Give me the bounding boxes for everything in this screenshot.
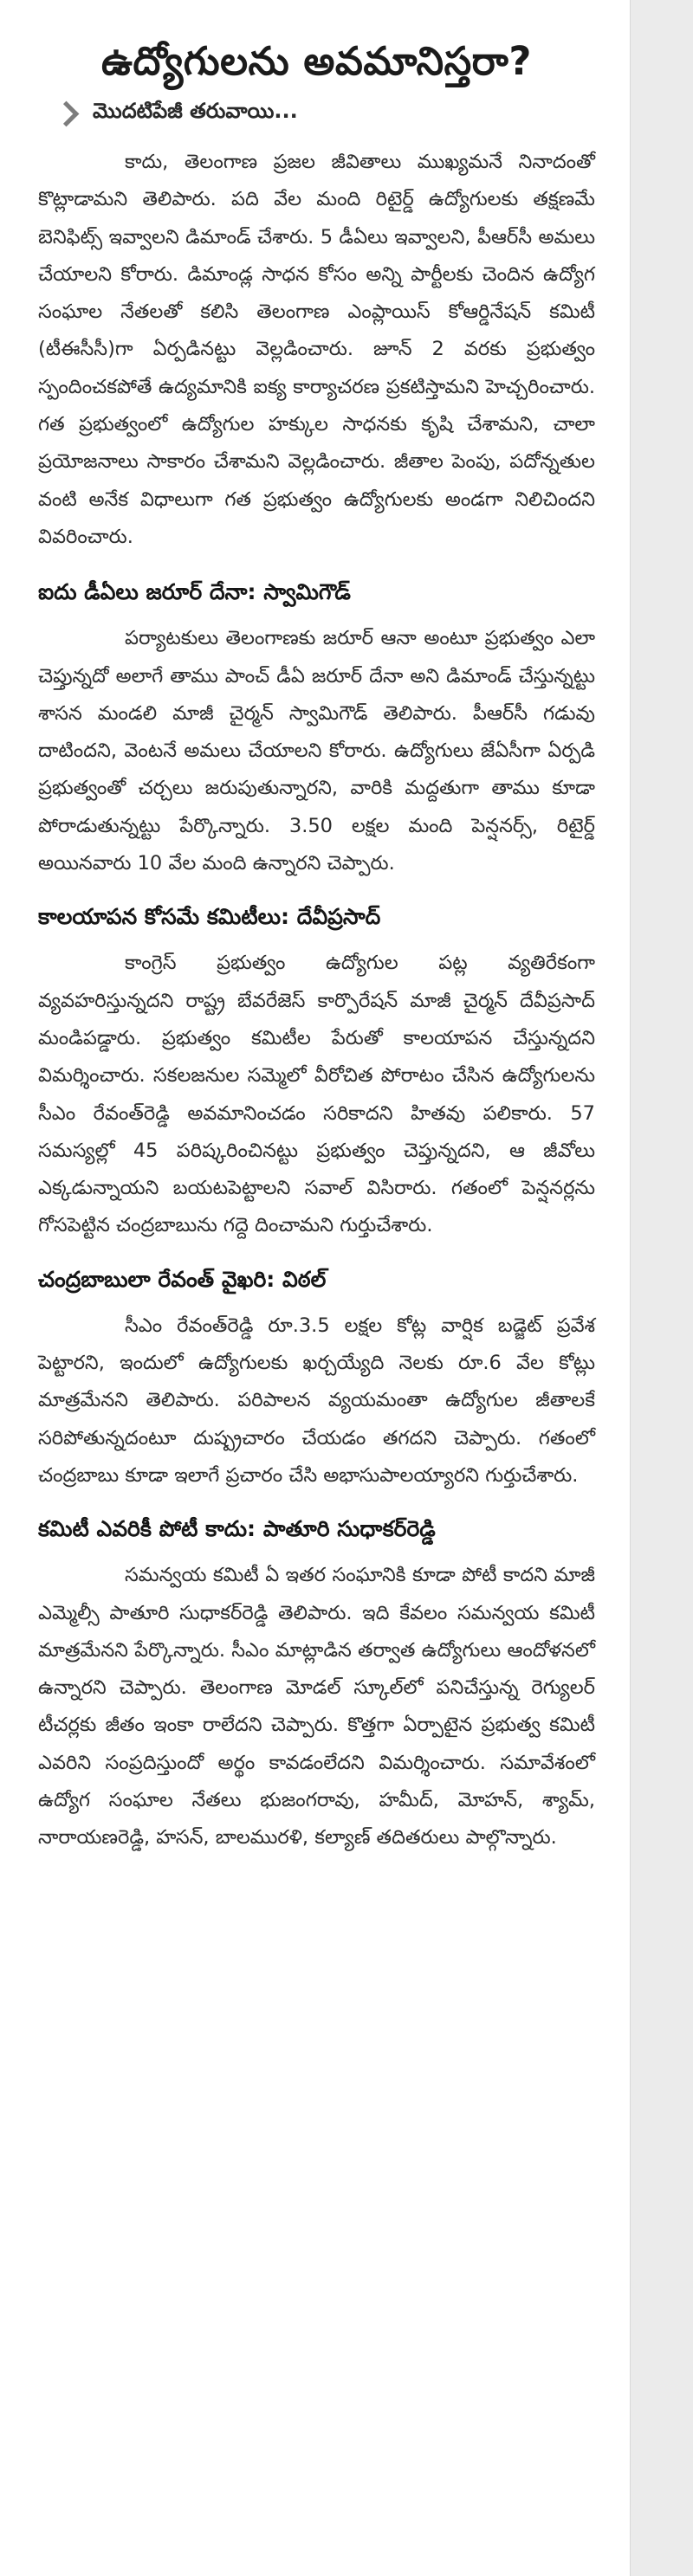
paragraph-devi-prasad: కాంగ్రెస్ ప్రభుత్వం ఉద్యోగుల పట్ల వ్యతిరేకంగా వ్యవహరిస్తున్నదని రాష్ట్ర బేవరేజెస్ కార్పొరేషన్ మాజీ చైర్మన్ దేవీప్రసాద్ మండిపడ్డారు. ప్రభుత్వం కమిటీల పేరుతో కాలయాపన చేస్తున్నదని విమర్శించారు. సకలజనుల సమ్మెలో వీరోచిత పోరాటం చేసిన ఉద్యోగులను సీఎం రేవంత్‌రెడ్డి అవమానించడం సరికాదని హితవు పలికారు. 57 సమస్యల్లో 45 పరిష్కరించినట్టు ప్రభుత్వం చెప్తున్నదని, ఆ జీవోలు ఎక్కడున్నాయని బయటపెట్టాలని సవాల్ విసిరారు. గతంలో పెన్షనర్లను గోసపెట్టిన చంద్రబాబును గద్దె దించామని గుర్తుచేశారు. (38, 952, 595, 1237)
subhead-swamy-goud: ఐదు డీఏలు జరూర్ దేనా: స్వామిగౌడ్ (38, 579, 351, 605)
subhead-devi-prasad: కాలయాపన కోసమే కమిటీలు: దేవీప్రసాద్ (38, 904, 381, 930)
subhead-vittal: చంద్రబాబులా రేవంత్ వైఖరి: విఠల్ (38, 1266, 327, 1292)
subhead-sudhakar-reddy: కమిటీ ఎవరికీ పోటీ కాదు: పాతూరి సుధాకర్‌రెడ్డి (38, 1516, 436, 1542)
paragraph-intro: కాదు, తెలంగాణ ప్రజల జీవితాలు ముఖ్యమనే నినాదంతో కొట్లాడామని తెలిపారు. పది వేల మంది రిటైర్డ్ ఉద్యోగులకు తక్షణమే బెనిఫిట్స్ ఇవ్వాలని డిమాండ్ చేశారు. 5 డీఏలు ఇవ్వాలని, పీఆర్‌సీ అమలు చేయాలని కోరారు. డిమాండ్ల సాధన కోసం అన్ని పార్టీలకు చెందిన ఉద్యోగ సంఘాల నేతలతో కలిసి తెలంగాణ ఎంప్లాయిస్ కోఆర్డినేషన్ కమిటీ (టీఈసీసీ)గా ఏర్పడినట్టు వెల్లడించారు. జూన్ 2 వరకు ప్రభుత్వం స్పందించకపోతే ఉద్యమానికి ఐక్య కార్యాచరణ ప్రకటిస్తామని హెచ్చరించారు. గత ప్రభుత్వంలో ఉద్యోగుల హక్కుల సాధనకు కృషి చేశామని, చాలా ప్రయోజనాలు సాకారం చేశామని వెల్లడించారు. జీతాల పెంపు, పదోన్నతుల వంటి అనేక విధాలుగా గత ప్రభుత్వం ఉద్యోగులకు అండగా నిలిచిందని వివరించారు. (38, 151, 595, 548)
kicker-text: మొదటిపేజీ తరువాయి... (93, 99, 298, 123)
paragraph-vittal: సీఎం రేవంత్‌రెడ్డి రూ.3.5 లక్షల కోట్ల వార్షిక బడ్జెట్ ప్రవేశ పెట్టారని, ఇందులో ఉద్యోగులకు ఖర్చయ్యేది నెలకు రూ.6 వేల కోట్లు మాత్రమేనని తెలిపారు. పరిపాలన వ్యయమంతా ఉద్యోగుల జీతాలకే సరిపోతున్నదంటూ దుష్ప్రచారం చేయడం తగదని చెప్పారు. గతంలో చంద్రబాబు కూడా ఇలాగే ప్రచారం చేసి అభాసుపాలయ్యారని గుర్తుచేశారు. (38, 1314, 595, 1487)
chevron-right-icon (54, 100, 80, 126)
headline: ఉద్యోగులను అవమానిస్తరా? (101, 38, 532, 84)
continuation-kicker (55, 99, 595, 128)
paragraph-swamy-goud: పర్యాటకులు తెలంగాణకు జరూర్ ఆనా అంటూ ప్రభుత్వం ఎలా చెప్తున్నదో అలాగే తాము పాంచ్ డీఏ జరూర్ దేనా అని డిమాండ్ చేస్తున్నట్టు శాసన మండలి మాజీ చైర్మన్ స్వామిగౌడ్ తెలిపారు. పీఆర్‌సీ గడువు దాటిందని, వెంటనే అమలు చేయాలని కోరారు. ఉద్యోగులు జేఏసీగా ఏర్పడి ప్రభుత్వంతో చర్చలు జరుపుతున్నారని, వారికి మద్దతుగా తాము కూడా పోరాడుతున్నట్టు పేర్కొన్నారు. 3.50 లక్షల మంది పెన్షనర్స్, రిటైర్డ్ అయినవారు 10 వేల మంది ఉన్నారని చెప్పారు. (38, 627, 595, 875)
paragraph-sudhakar-reddy: సమన్వయ కమిటీ ఏ ఇతర సంఘానికి కూడా పోటీ కాదని మాజీ ఎమ్మెల్సీ పాతూరి సుధాకర్‌రెడ్డి తెలిపారు. ఇది కేవలం సమన్వయ కమిటీ మాత్రమేనని పేర్కొన్నారు. సీఎం మాట్లాడిన తర్వాత ఉద్యోగులు ఆందోళనలో ఉన్నారని చెప్పారు. తెలంగాణ మోడల్ స్కూల్‌లో పనిచేస్తున్న రెగ్యులర్ టీచర్లకు జీతం ఇంకా రాలేదని చెప్పారు. కొత్తగా ఏర్పాటైన ప్రభుత్వ కమిటీ ఎవరిని సంప్రదిస్తుందో అర్థం కావడంలేదని విమర్శించారు. సమావేశంలో ఉద్యోగ సంఘాల నేతలు భుజంగరావు, హమీద్, మోహన్, శ్యామ్, నారాయణరెడ్డి, హసన్, బాలమురళి, కల్యాణ్ తదితరులు పాల్గొన్నారు. (38, 1564, 595, 1850)
